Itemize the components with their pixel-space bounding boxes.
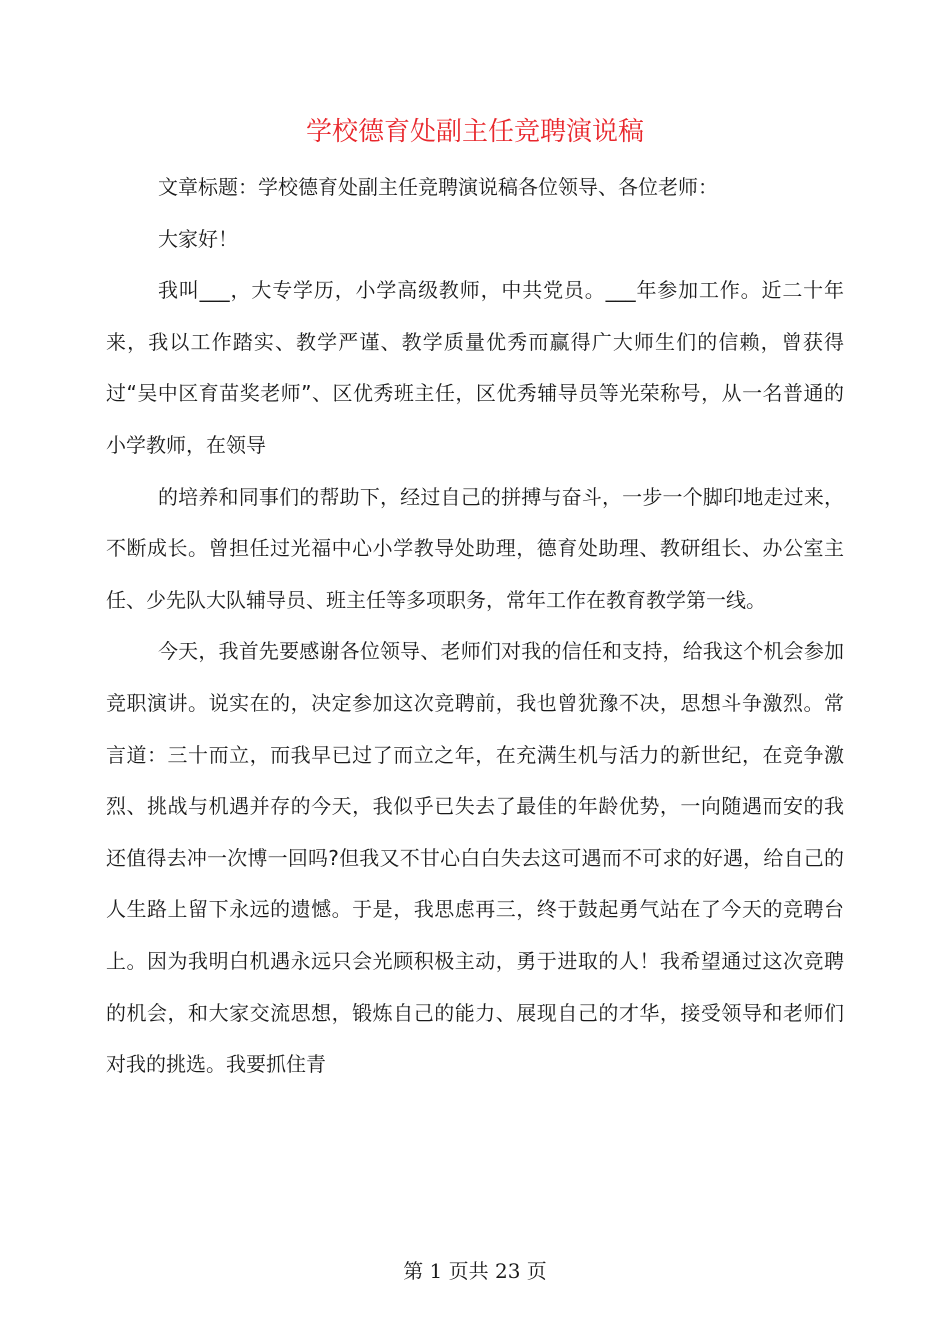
paragraph-greeting: 大家好！ (158, 226, 238, 251)
document-body (106, 162, 844, 1091)
paragraph-introduction: 我叫___，大专学历，小学高级教师，中共党员。___年参加工作。近二十年来，我以工作踏实、教学严谨、教学质量优秀而赢得广大师生们的信赖，曾获得过“吴中区育苗奖老师”、区优秀班主任，区优秀辅导员等光荣称号，从一名普通的小学教师，在领导 (106, 278, 844, 457)
page-title: 学校德育处副主任竞聘演说稿 (305, 117, 644, 147)
paragraph-subject-line: 文章标题：学校德育处副主任竞聘演说稿各位领导、各位老师： (158, 175, 718, 199)
page-footer: 第 1 页共 23 页 (403, 1259, 547, 1283)
paragraph-motivation: 今天，我首先要感谢各位领导、老师们对我的信任和支持，给我这个机会参加竞职演讲。说实在的，决定参加这次竞聘前，我也曾犹豫不决，思想斗争激烈。常言道：三十而立，而我早已过了而立之年，在充满生机与活力的新世纪，在竞争激烈、挑战与机遇并存的今天，我似乎已失去了最佳的年龄优势，一向随遇而安的我还值得去冲一次博一回吗?但我又不甘心白白失去这可遇而不可求的好遇，给自己的人生路上留下永远的遗憾。于是，我思虑再三，终于鼓起勇气站在了今天的竞聘台上。因为我明白机遇永远只会光顾积极主动，勇于进取的人！我希望通过这次竞聘的机会，和大家交流思想，锻炼自己的能力、展现自己的才华，接受领导和老师们对我的挑选。我要抓住青 (106, 639, 844, 1077)
paragraph-experience: 的培养和同事们的帮助下，经过自己的拼搏与奋斗，一步一个脚印地走过来，不断成长。曾担任过光福中心小学教导处助理，德育处助理、教研组长、办公室主任、少先队大队辅导员、班主任等多项职务，常年工作在教育教学第一线。 (106, 484, 844, 612)
